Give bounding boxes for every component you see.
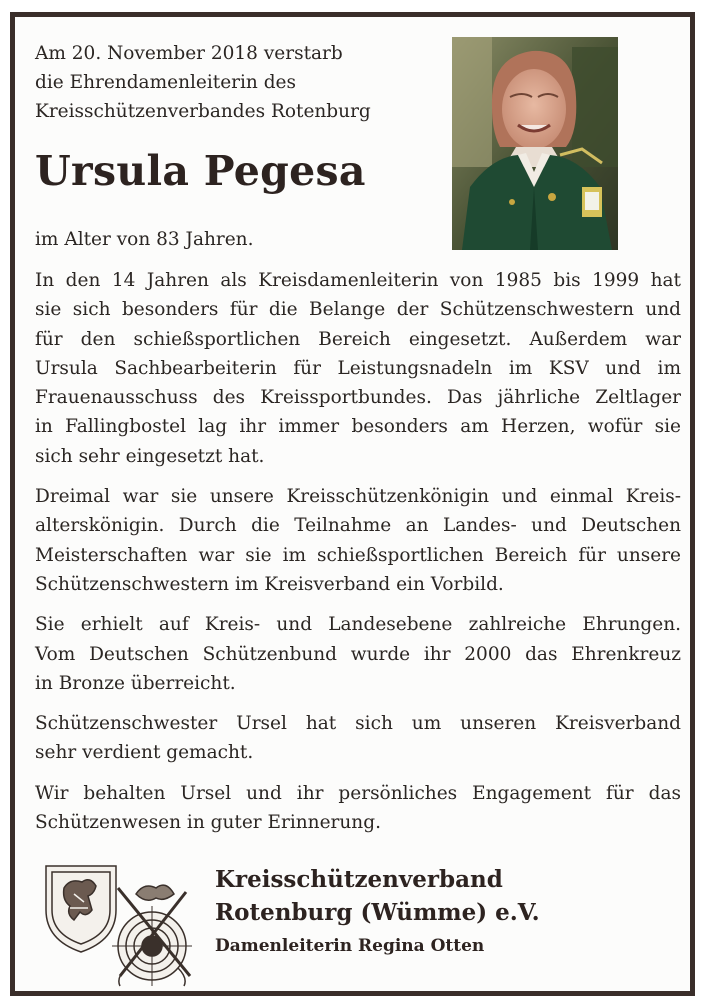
intro-text	[35, 39, 435, 126]
intro-line: Am 20. November 2018 verstarb	[35, 43, 343, 64]
text-line: Dreimal war sie unsere Kreisschützenkönigin und einmal Kreis-	[35, 486, 681, 508]
text-line: Sie erhielt auf Kreis- und Landesebene zahlreiche Ehrungen.	[35, 614, 681, 636]
intro-line: Kreisschützenverbandes Rotenburg	[35, 101, 371, 122]
text-line: in Fallingbostel lag ihr immer besonders am Herzen, wofür sie	[35, 416, 681, 438]
text-line: Wir behalten Ursel und ihr persönliches Engagement für das	[35, 782, 681, 804]
club-crest-with-target-icon	[40, 858, 200, 988]
portrait-image	[452, 37, 618, 250]
org-name-line2: Rotenburg (Wümme) e.V.	[215, 899, 540, 926]
paragraph	[35, 610, 681, 698]
obituary-body	[35, 266, 681, 848]
text-line: sich sehr eingesetzt hat.	[35, 445, 265, 467]
text-line: Schützenschwester Ursel hat sich um unseren Kreisverband	[35, 713, 681, 735]
text-line: alterskönigin. Durch die Teilnahme an Landes- und Deutschen	[35, 515, 681, 537]
text-line: In den 14 Jahren als Kreisdamenleiterin von 1985 bis 1999 hat	[35, 270, 681, 291]
portrait-photo	[452, 37, 618, 250]
paragraph	[35, 266, 681, 471]
text-line: Meisterschaften war sie im schießsportlichen Bereich für unsere	[35, 544, 681, 566]
organization-signature	[215, 863, 540, 963]
text-line: in Bronze überreicht.	[35, 672, 236, 694]
text-line: Schützenwesen in guter Erinnerung.	[35, 812, 381, 834]
paragraph	[35, 709, 681, 768]
text-line: Frauenausschuss des Kreissportbundes. Das jährliche Zeltlager	[35, 387, 681, 409]
text-line: Schützenschwestern im Kreisverband ein Vorbild.	[35, 573, 504, 595]
text-line: sie sich besonders für die Belange der Schützenschwestern und	[35, 299, 681, 321]
text-line: sehr verdient gemacht.	[35, 742, 254, 764]
intro-line: die Ehrendamenleiterin des	[35, 72, 296, 93]
text-line: für den schießsportlichen Bereich eingesetzt. Außerdem war	[35, 328, 681, 350]
obituary-frame	[10, 12, 695, 996]
text-line: Vom Deutschen Schützenbund wurde ihr 2000 das Ehrenkreuz	[35, 643, 681, 665]
footer	[35, 855, 681, 987]
signatory: Damenleiterin Regina Otten	[215, 936, 485, 956]
paragraph	[35, 482, 681, 599]
logo-image	[40, 858, 200, 988]
text-line: Ursula Sachbearbeiterin für Leistungsnadeln im KSV und im	[35, 357, 681, 379]
org-name-line1: Kreisschützenverband	[215, 866, 503, 893]
deceased-name: Ursula Pegesa	[35, 147, 366, 195]
paragraph	[35, 779, 681, 838]
age-line: im Alter von 83 Jahren.	[35, 229, 254, 250]
